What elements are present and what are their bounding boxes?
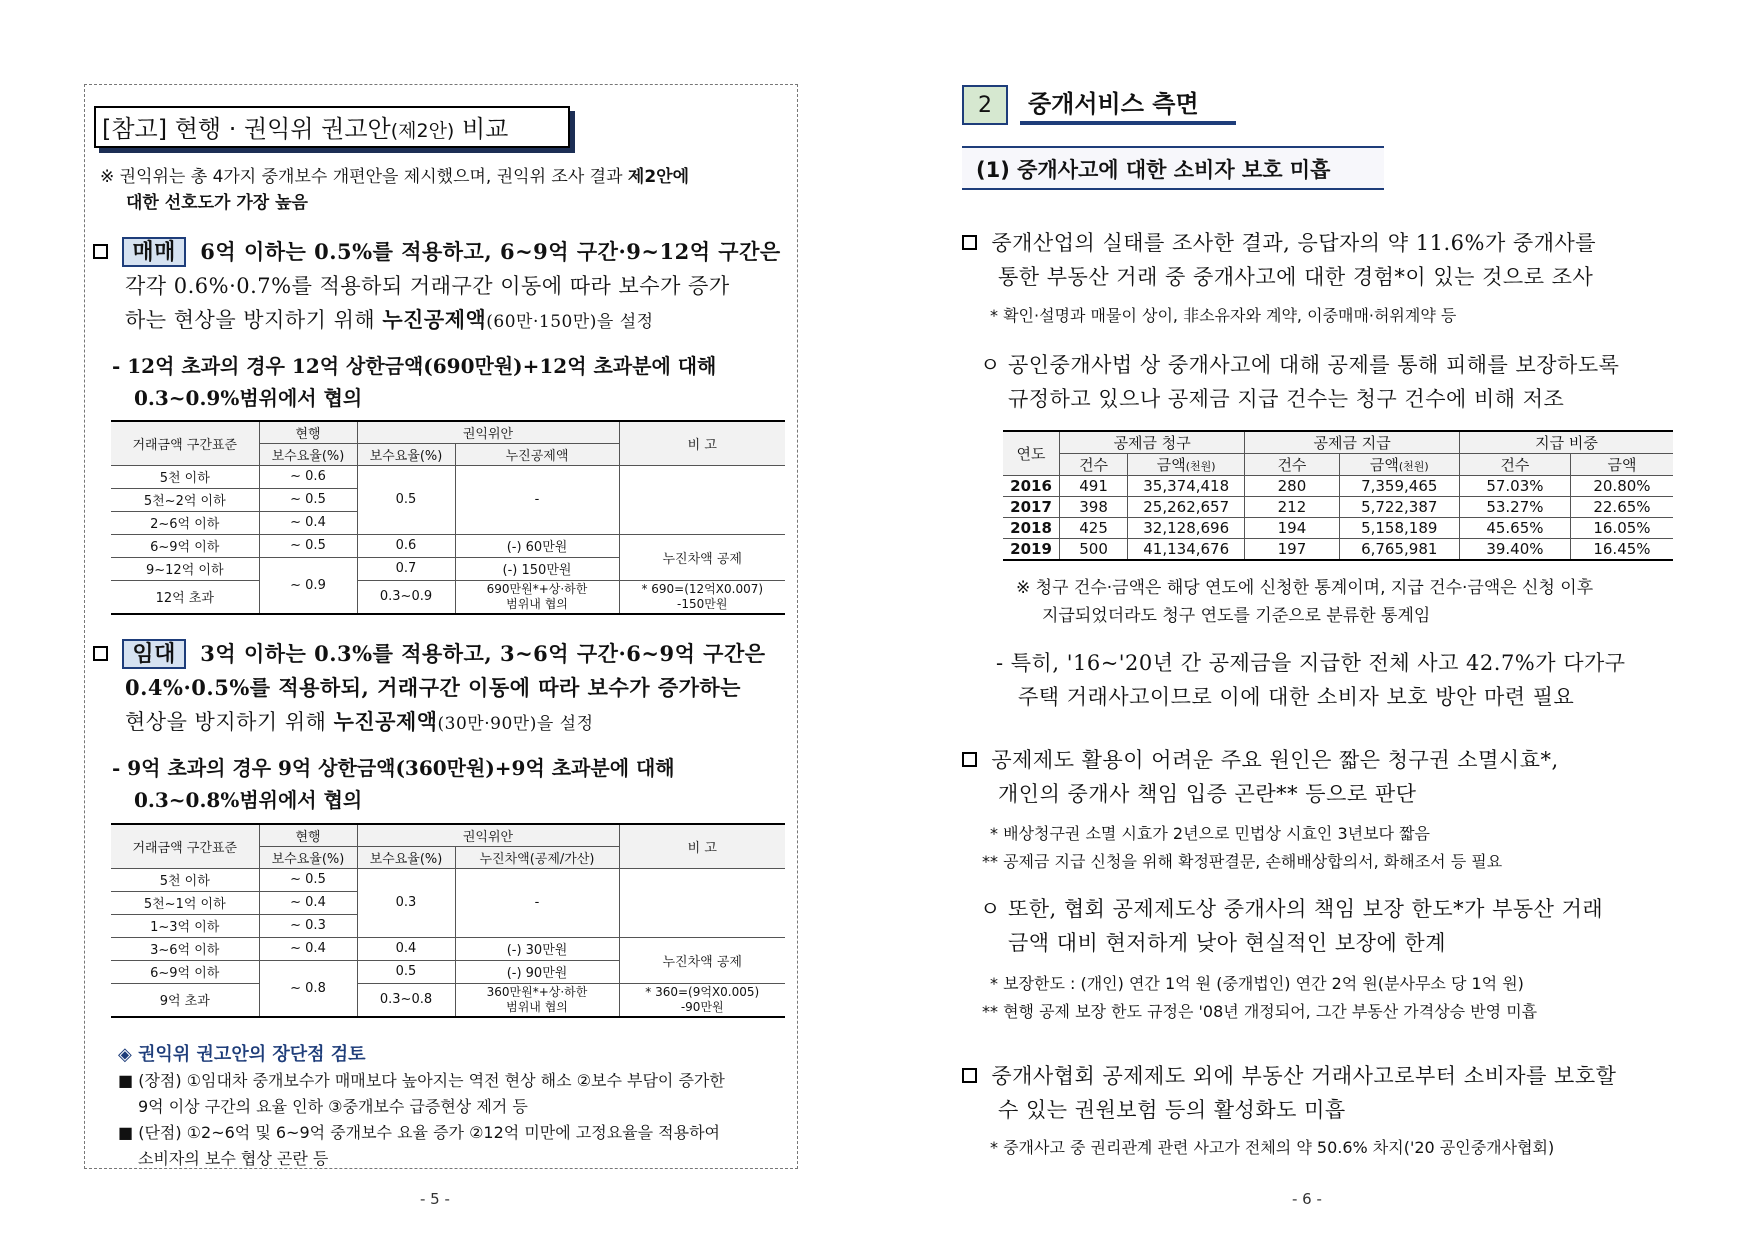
table-cell: ~ 0.5 xyxy=(259,488,357,511)
page-number: - 5 - xyxy=(420,1190,450,1208)
table-header: 보수요율(%) xyxy=(357,443,455,465)
limit-footnote2: ** 현행 공제 보장 한도 규정은 '08년 개정되어, 그간 부동산 가격상승 반영 미흡 xyxy=(982,1002,1538,1021)
insurance-line2: 수 있는 권원보험 등의 활성화도 미흡 xyxy=(998,1098,1346,1122)
table-cell: 5,722,387 xyxy=(1339,497,1459,518)
table-cell: 0.7 xyxy=(357,557,455,580)
table-cell: 53.27% xyxy=(1459,497,1570,518)
proposal-note xyxy=(100,164,790,216)
survey-paragraph xyxy=(962,226,1682,294)
note-line2: 대한 선호도가 가장 높음 xyxy=(126,193,308,213)
table-cell xyxy=(619,465,785,534)
table-header: 보수요율(%) xyxy=(259,443,357,465)
rent-line1: 3억 이하는 0.3%를 적용하고, 3~6억 구간·6~9억 구간은 xyxy=(200,641,766,666)
reference-title-end: 비교 xyxy=(454,115,509,143)
table-cell: ~ 0.9 xyxy=(259,557,357,614)
cause-line2: 개인의 중개사 책임 입증 곤란** 등으로 판단 xyxy=(998,782,1417,806)
rent-sub xyxy=(112,752,792,816)
table-cell xyxy=(619,983,785,1017)
limit-footnotes xyxy=(982,970,1537,1026)
checkbox-icon xyxy=(93,244,108,259)
table-note-line1: ※ 청구 건수·금액은 해당 연도에 신청한 통계이며, 지급 건수·금액은 신청 이후 xyxy=(1016,578,1594,598)
reference-title-main: [참고] 현행 · 권익위 권고안 xyxy=(102,115,391,143)
table-header: 누진공제액 xyxy=(455,443,619,465)
cell-line: * 360=(9억X0.005) xyxy=(645,984,760,999)
rent-sub-line1: - 9억 초과의 경우 9억 상한금액(360만원)+9억 초과분에 대해 xyxy=(112,756,675,780)
table-cell: 22.65% xyxy=(1570,497,1673,518)
limit-line2: 금액 대비 현저하게 낮아 현실적인 보장에 한계 xyxy=(1008,931,1446,955)
table-cell: 5,158,189 xyxy=(1339,518,1459,539)
table-cell: 누진차액 공제 xyxy=(619,937,785,983)
table-cell: ~ 0.4 xyxy=(259,511,357,534)
table-cell: 35,374,418 xyxy=(1128,476,1245,497)
table-cell: 425 xyxy=(1060,518,1128,539)
sale-fee-table xyxy=(111,420,785,615)
table-cell: (-) 30만원 xyxy=(455,937,619,960)
table-header: 연도 xyxy=(1003,431,1060,476)
sale-sub xyxy=(112,350,792,414)
table-cell: 5천 이하 xyxy=(111,465,259,488)
insurance-line1: 중개사협회 공제제도 외에 부동산 거래사고로부터 소비자를 보호할 xyxy=(991,1064,1617,1088)
table-header: 건수 xyxy=(1060,454,1128,476)
review-title: ◈ 권익위 권고안의 장단점 검토 xyxy=(118,1044,366,1065)
sale-line3a: 하는 현상을 방지하기 위해 xyxy=(125,308,383,332)
rent-label: 임대 xyxy=(122,639,186,669)
cause-paragraph xyxy=(962,743,1682,811)
rent-line3b: 누진공제액 xyxy=(333,709,438,734)
table-header: 공제금 청구 xyxy=(1060,431,1245,454)
rent-line2: 0.4%·0.5%를 적용하되, 거래구간 이동에 따라 보수가 증가하는 xyxy=(125,675,741,700)
header-unit: (천원) xyxy=(1185,460,1216,473)
table-cell: 280 xyxy=(1245,476,1339,497)
table-header xyxy=(1339,454,1459,476)
deduction-paragraph xyxy=(980,348,1682,416)
table-cell: ~ 0.4 xyxy=(259,891,357,914)
cause-line1: 공제제도 활용이 어려운 주요 원인은 짧은 청구권 소멸시효*, xyxy=(991,748,1559,772)
table-header: 거래금액 구간표준 xyxy=(111,824,259,868)
table-cell: 5천 이하 xyxy=(111,868,259,891)
sale-label: 매매 xyxy=(122,237,186,267)
table-header: 금액 xyxy=(1570,454,1673,476)
multi-family-line2: 주택 거래사고이므로 이에 대한 소비자 보호 방안 마련 필요 xyxy=(1018,685,1575,709)
deduction-line1: ㅇ 공인중개사법 상 중개사고에 대해 공제를 통해 피해를 보장하도록 xyxy=(980,353,1620,377)
table-cell: 1~3억 이하 xyxy=(111,914,259,937)
demerit-line2: 소비자의 보수 협상 곤란 등 xyxy=(138,1149,329,1168)
header-text: 금액 xyxy=(1369,456,1399,474)
year-cell: 2018 xyxy=(1010,519,1052,537)
table-cell: 500 xyxy=(1060,539,1128,560)
table-cell: 6,765,981 xyxy=(1339,539,1459,560)
table-cell: 9억 초과 xyxy=(111,983,259,1017)
table-cell: 5천~2억 이하 xyxy=(111,488,259,511)
survey-line1: 중개산업의 실태를 조사한 결과, 응답자의 약 11.6%가 중개사를 xyxy=(991,231,1597,255)
sale-line2: 각각 0.6%·0.7%를 적용하되 거래구간 이동에 따라 보수가 증가 xyxy=(125,274,730,298)
note-bold: 제2안에 xyxy=(627,167,690,187)
table-cell: 누진차액 공제 xyxy=(619,534,785,580)
sale-line3b: 누진공제액 xyxy=(382,307,487,332)
cause-footnote1: * 배상청구권 소멸 시효가 2년으로 민법상 시효인 3년보다 짧음 xyxy=(990,824,1430,843)
table-cell xyxy=(455,580,619,614)
table-header: 보수요율(%) xyxy=(259,846,357,868)
table-cell: 16.05% xyxy=(1570,518,1673,539)
rent-fee-table xyxy=(111,823,785,1018)
limit-footnote1: * 보장한도 : (개인) 연간 1억 원 (중개법인) 연간 2억 원(분사무소 당 1억 원) xyxy=(990,974,1524,993)
table-cell: ~ 0.5 xyxy=(259,534,357,557)
table-cell: - xyxy=(455,465,619,534)
checkbox-icon xyxy=(962,235,977,250)
table-cell xyxy=(455,983,619,1017)
table-cell: 3~6억 이하 xyxy=(111,937,259,960)
insurance-footnote: * 중개사고 중 권리관계 관련 사고가 전체의 약 50.6% 차지('20 공인중개사협회) xyxy=(990,1138,1555,1157)
table-cell: 6~9억 이하 xyxy=(111,534,259,557)
table-header: 공제금 지급 xyxy=(1245,431,1460,454)
rent-line3a: 현상을 방지하기 위해 xyxy=(125,710,334,734)
merit-line1: ■ (장점) ①임대차 중개보수가 매매보다 높아지는 역전 현상 해소 ②보수 부담이 증가한 xyxy=(118,1071,725,1090)
table-cell: 20.80% xyxy=(1570,476,1673,497)
survey-line2: 통한 부동산 거래 중 중개사고에 대한 경험*이 있는 것으로 조사 xyxy=(998,265,1594,289)
multi-family-line1: - 특히, '16~'20년 간 공제금을 지급한 전체 사고 42.7%가 다가구 xyxy=(996,651,1626,675)
rent-paragraph xyxy=(93,637,793,741)
cell-line: 범위내 협의 xyxy=(506,596,568,611)
table-cell: - xyxy=(455,868,619,937)
rent-line3c: (30만·90만)을 설정 xyxy=(437,714,594,734)
table-cell: 45.65% xyxy=(1459,518,1570,539)
table-header: 비 고 xyxy=(619,421,785,465)
table-cell: 41,134,676 xyxy=(1128,539,1245,560)
table-cell: 0.3 xyxy=(357,868,455,937)
table-cell: 491 xyxy=(1060,476,1128,497)
table-cell: 32,128,696 xyxy=(1128,518,1245,539)
table-header: 건수 xyxy=(1459,454,1570,476)
table-cell: ~ 0.5 xyxy=(259,868,357,891)
table-cell xyxy=(619,868,785,937)
table-cell: ~ 0.8 xyxy=(259,960,357,1017)
table-cell: 2~6억 이하 xyxy=(111,511,259,534)
checkbox-icon xyxy=(962,752,977,767)
cell-line: 690만원*+상·하한 xyxy=(486,581,588,596)
table-note xyxy=(1016,574,1692,630)
cell-line: 범위내 협의 xyxy=(506,999,568,1014)
table-header: 보수요율(%) xyxy=(357,846,455,868)
cell-line: -150만원 xyxy=(677,596,728,611)
table-cell: 6~9억 이하 xyxy=(111,960,259,983)
sale-sub-line1: - 12억 초과의 경우 12억 상한금액(690만원)+12억 초과분에 대해 xyxy=(112,354,717,378)
year-cell: 2016 xyxy=(1010,477,1052,495)
header-text: 금액 xyxy=(1156,456,1186,474)
cause-footnotes xyxy=(982,820,1502,876)
table-cell: ~ 0.3 xyxy=(259,914,357,937)
year-cell: 2017 xyxy=(1010,498,1052,516)
table-cell: 398 xyxy=(1060,497,1128,518)
table-cell: 194 xyxy=(1245,518,1339,539)
table-cell: 197 xyxy=(1245,539,1339,560)
checkbox-icon xyxy=(962,1068,977,1083)
table-cell: ~ 0.4 xyxy=(259,937,357,960)
table-cell: 0.6 xyxy=(357,534,455,557)
table-header: 권익위안 xyxy=(357,824,619,846)
cell-line: 360만원*+상·하한 xyxy=(486,984,588,999)
table-cell: ~ 0.6 xyxy=(259,465,357,488)
section-number: 2 xyxy=(962,85,1008,125)
table-header: 현행 xyxy=(259,824,357,846)
limit-paragraph xyxy=(980,892,1682,960)
table-cell: 12억 초과 xyxy=(111,580,259,614)
table-header: 지급 비중 xyxy=(1459,431,1673,454)
subsection-title: (1) 중개사고에 대한 소비자 보호 미흡 xyxy=(962,146,1384,190)
checkbox-icon xyxy=(93,646,108,661)
table-cell: 9~12억 이하 xyxy=(111,557,259,580)
table-cell: 5천~1억 이하 xyxy=(111,891,259,914)
demerit-line1: ■ (단점) ①2~6억 및 6~9억 중개보수 요율 증가 ②12억 미만에 고정요율을 적용하여 xyxy=(118,1123,720,1142)
review-bullets xyxy=(118,1068,788,1172)
rent-sub-line2: 0.3~0.8%범위에서 협의 xyxy=(134,788,363,812)
reference-title-small: (제2안) xyxy=(390,120,455,142)
sale-line3c: (60만·150만)을 설정 xyxy=(486,312,654,332)
claims-table xyxy=(1003,430,1673,561)
table-header: 권익위안 xyxy=(357,421,619,443)
header-unit: (천원) xyxy=(1398,460,1429,473)
merit-line2: 9억 이상 구간의 요율 인하 ③중개보수 급증현상 제거 등 xyxy=(138,1097,528,1116)
cell-line: * 690=(12억X0.007) xyxy=(641,581,764,596)
table-cell: 7,359,465 xyxy=(1339,476,1459,497)
sale-sub-line2: 0.3~0.9%범위에서 협의 xyxy=(134,386,363,410)
note-text: ※ 권익위는 총 4가지 중개보수 개편안을 제시했으며, 권익위 조사 결과 xyxy=(100,167,628,187)
table-cell: 212 xyxy=(1245,497,1339,518)
table-cell: 39.40% xyxy=(1459,539,1570,560)
title-insurance-paragraph xyxy=(962,1059,1682,1127)
reference-title-box xyxy=(94,106,570,148)
table-cell: 0.5 xyxy=(357,960,455,983)
table-cell: (-) 90만원 xyxy=(455,960,619,983)
limit-line1: ㅇ 또한, 협회 공제제도상 중개사의 책임 보장 한도*가 부동산 거래 xyxy=(980,897,1604,921)
year-cell: 2019 xyxy=(1010,539,1052,558)
table-cell: 0.3~0.9 xyxy=(357,580,455,614)
multi-family-paragraph xyxy=(996,646,1686,714)
sale-paragraph xyxy=(93,235,793,339)
table-cell: 25,262,657 xyxy=(1128,497,1245,518)
table-note-line2: 지급되었더라도 청구 연도를 기준으로 분류한 통계임 xyxy=(1042,606,1431,626)
deduction-line2: 규정하고 있으나 공제금 지급 건수는 청구 건수에 비해 저조 xyxy=(1008,387,1565,411)
cell-line: -90만원 xyxy=(680,999,724,1014)
table-cell: (-) 150만원 xyxy=(455,557,619,580)
table-cell: 16.45% xyxy=(1570,539,1673,560)
cause-footnote2: ** 공제금 지급 신청을 위해 확정판결문, 손해배상합의서, 화해조서 등 필요 xyxy=(982,852,1503,871)
table-header: 누진차액(공제/가산) xyxy=(455,846,619,868)
table-header: 비 고 xyxy=(619,824,785,868)
table-header: 거래금액 구간표준 xyxy=(111,421,259,465)
table-header: 건수 xyxy=(1245,454,1339,476)
section-title: 중개서비스 측면 xyxy=(1020,85,1236,125)
table-cell: 0.4 xyxy=(357,937,455,960)
table-cell: 0.3~0.8 xyxy=(357,983,455,1017)
table-header xyxy=(1128,454,1245,476)
page-number: - 6 - xyxy=(1292,1190,1322,1208)
sale-line1: 6억 이하는 0.5%를 적용하고, 6~9억 구간·9~12억 구간은 xyxy=(200,239,781,264)
table-header: 현행 xyxy=(259,421,357,443)
table-cell: 57.03% xyxy=(1459,476,1570,497)
survey-footnote: * 확인·설명과 매물이 상이, 非소유자와 계약, 이중매매·허위계약 등 xyxy=(990,306,1457,325)
table-cell xyxy=(619,580,785,614)
table-cell: 0.5 xyxy=(357,465,455,534)
table-cell: (-) 60만원 xyxy=(455,534,619,557)
